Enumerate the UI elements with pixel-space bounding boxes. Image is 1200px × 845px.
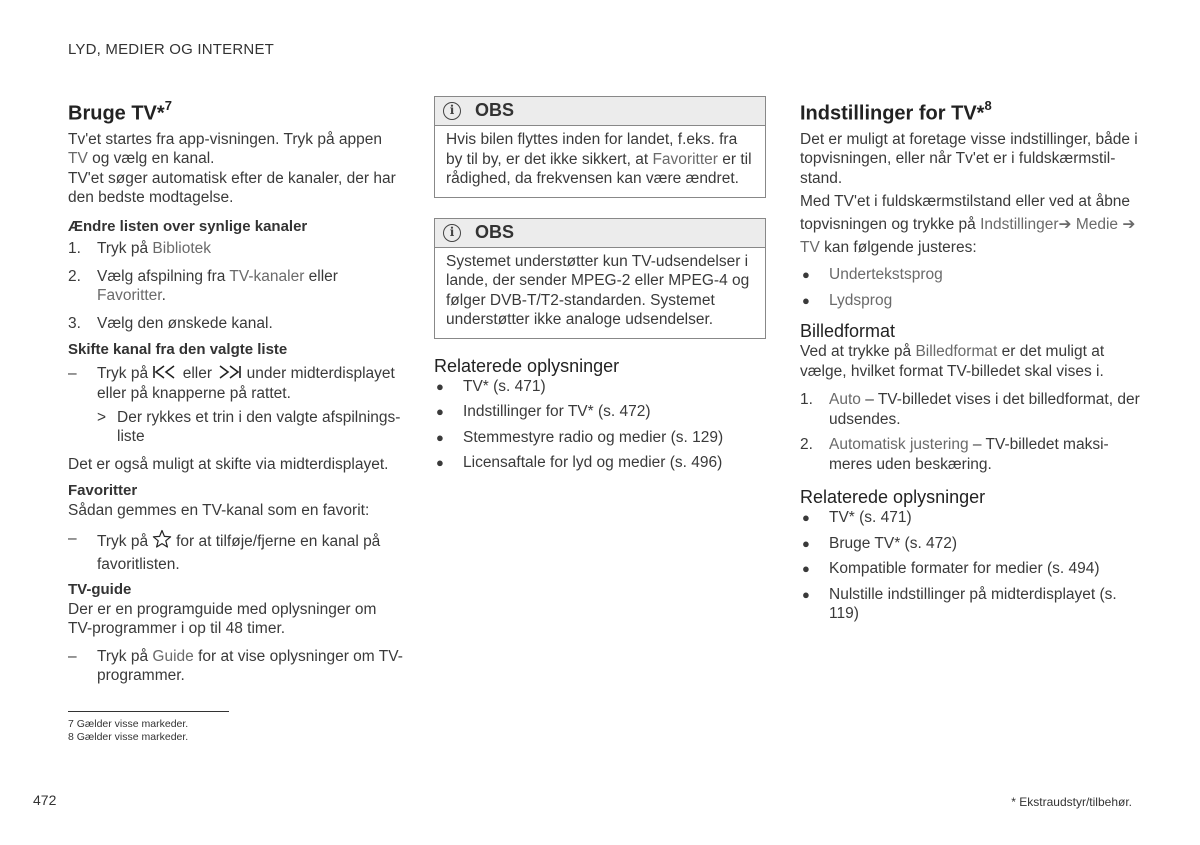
section-title-bruge-tv: Bruge TV*$^7$ <box>68 98 172 125</box>
guide-paragraph: Der er en programguide med oplysninger om TV-programmer i op til 48 timer. <box>68 600 377 638</box>
list-item: > Der rykkes et trin i den valgte afspilnings-liste <box>97 408 401 446</box>
related-list <box>434 377 766 473</box>
arrow-icon: ➔ <box>1058 216 1072 234</box>
accessory-note: * Ekstraudstyr/tilbehør. <box>1011 795 1132 809</box>
info-icon: i <box>443 102 461 120</box>
heading-change-list: Ændre listen over synlige kanaler <box>68 217 308 235</box>
switch-also-paragraph: Det er også muligt at skifte via midterdisplayet. <box>68 455 389 473</box>
note-header <box>435 97 765 126</box>
format-paragraph: Ved at trykke på Billedformat er det muligt at vælge, hvilket format TV-billedet skal vises i. <box>800 343 1105 380</box>
footnote-ref-7[interactable]: 7 <box>164 98 172 113</box>
list-item: ● Lydsprog <box>802 291 893 309</box>
note-box-1 <box>434 96 766 198</box>
heading-tv-guide: TV-guide <box>68 581 132 599</box>
note-header <box>435 219 765 248</box>
column-settings <box>800 96 1140 624</box>
info-icon: i <box>443 224 461 242</box>
section-title-settings: Indstillinger for TV*$^8$ <box>800 98 992 125</box>
next-icon <box>216 365 242 385</box>
settings-path-paragraph: Med TV'et i fuldskærmstilstand eller ved at åbne topvisningen og trykke på Indstillinger➔ Medie ➔ TV kan følgende justeres: <box>800 193 1136 257</box>
related-link[interactable]: ● Nulstille indstillinger på midterdisplayet (s. 119) <box>802 585 1117 623</box>
column-notes <box>434 96 766 473</box>
footnote-divider <box>68 711 229 712</box>
related-heading: Relaterede oplysninger <box>434 355 620 376</box>
options-list <box>800 265 1140 310</box>
favorites-list <box>68 529 403 574</box>
list-item: 1. Auto – TV-billedet vises i det billedformat, der udsendes. <box>800 391 1140 428</box>
related-link[interactable]: ● Licensaftale for lyd og medier (s. 496) <box>436 454 723 471</box>
list-item: – Tryk på for at tilføje/fjerne en kanal på favoritlisten. <box>68 530 381 573</box>
related-list <box>800 508 1140 624</box>
note-box-2 <box>434 218 766 339</box>
list-item: ● Undertekstsprog <box>802 266 943 284</box>
related-link[interactable]: ● Stemmestyre radio og medier (s. 129) <box>436 428 724 446</box>
list-item: 3. Vælg den ønskede kanal. <box>68 314 273 332</box>
note-body: Hvis bilen flyttes inden for landet, f.eks. fra by til by, er det ikke sikkert, at Favoritter er til rådighed, da frekvensen kan være ændret. <box>446 131 752 187</box>
related-link[interactable]: ● Kompatible formater for medier (s. 494) <box>802 560 1100 578</box>
heading-billedformat: Billedformat <box>800 321 896 342</box>
list-item: 2. Automatisk justering – TV-billedet maksi-meres uden beskæring. <box>800 436 1109 473</box>
list-item: 1. Tryk på Bibliotek <box>68 240 212 258</box>
list-item: 2. Vælg afspilning fra TV-kanaler eller Favoritter. <box>68 267 338 305</box>
switch-list <box>68 364 403 447</box>
note-body: Systemet understøtter kun TV-udsendelser i lande, der sender MPEG-2 eller MPEG-4 og følger DVB-T/T2-standarden. Systemet understøtter ikke analoge udsendelser. <box>446 252 750 328</box>
intro-paragraph: Tv'et startes fra app-visningen. Tryk på appen TV og vælg en kanal. <box>68 130 382 168</box>
related-heading: Relaterede oplysninger <box>800 487 986 508</box>
settings-intro: Det er muligt at foretage visse indstillinger, både i topvisningen, eller når Tv'et er i fuldskærmstil-stand. <box>800 130 1138 187</box>
related-link[interactable]: ● Indstillinger for TV* (s. 472) <box>436 403 651 420</box>
note-label: OBS <box>475 221 515 242</box>
list-item: – Tryk på eller under midterdisplayet eller på knapperne på rattet. <box>68 364 395 403</box>
page-header: LYD, MEDIER OG INTERNET <box>68 41 275 58</box>
heading-switch-channel: Skifte kanal fra den valgte liste <box>68 341 288 359</box>
steps-list <box>68 239 403 333</box>
footnote-8: 8 Gælder visse markeder. <box>68 731 189 743</box>
list-item: – Tryk på Guide for at vise oplysninger om TV-programmer. <box>68 647 403 685</box>
related-link[interactable]: ● TV* (s. 471) <box>802 509 912 527</box>
format-list <box>800 390 1140 474</box>
related-link[interactable]: ● TV* (s. 471) <box>436 377 546 395</box>
favorites-paragraph: Sådan gemmes en TV-kanal som en favorit: <box>68 501 370 519</box>
arrow-icon: ➔ <box>1122 216 1136 234</box>
star-icon <box>152 529 172 555</box>
intro-paragraph-2: TV'et søger automatisk efter de kanaler, der har den bedste modtagelse. <box>68 169 396 207</box>
footnote-7: 7 Gælder visse markeder. <box>68 718 189 730</box>
guide-list <box>68 647 403 686</box>
heading-favorites: Favoritter <box>68 482 138 500</box>
previous-icon <box>152 365 178 385</box>
page-number: 472 <box>33 792 57 808</box>
note-label: OBS <box>475 100 515 121</box>
footnote-ref-8[interactable]: 8 <box>984 98 992 113</box>
column-bruge-tv <box>68 96 403 686</box>
related-link[interactable]: ● Bruge TV* (s. 472) <box>802 534 958 552</box>
